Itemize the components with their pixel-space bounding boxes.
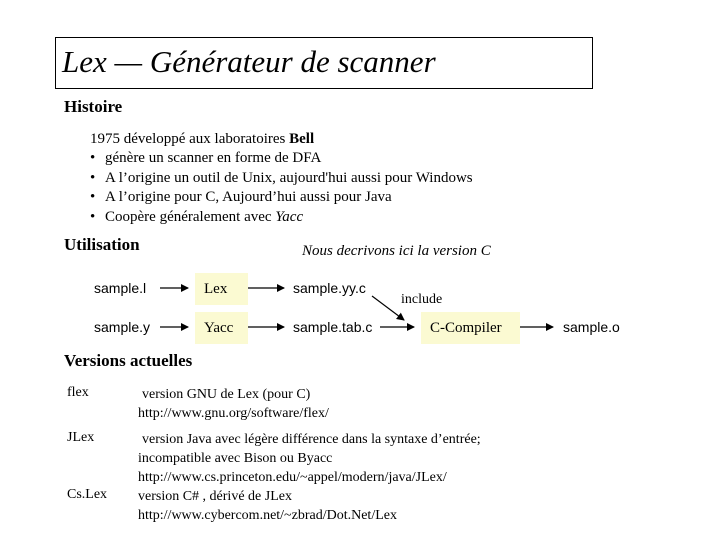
list-item: • génère un scanner en forme de DFA [90,149,473,169]
list-item: • A l’origine un outil de Unix, aujourd'hui aussi pour Windows [90,169,473,189]
arrow-include [372,296,404,320]
version-desc-flex: version GNU de Lex (pour C) http://www.gnu.org/software/flex/ [138,387,329,421]
sample-o-label: sample.o [563,319,620,335]
versions-heading: Versions actuelles [64,351,193,370]
sample-tab-c-label: sample.tab.c [293,319,373,335]
yacc-box: Yacc [195,312,248,344]
version-name-cslex: Cs.Lex [67,487,108,502]
bullet-icon: • [90,189,96,205]
version-desc-cslex: version C# , dérivé de JLex http://www.cybercom.net/~zbrad/Dot.Net/Lex [138,489,397,523]
histoire-intro-bold: Bell [289,131,315,147]
bullet-icon: • [90,208,96,225]
histoire-heading: Histoire [64,97,123,116]
bullet-icon: • [90,150,96,166]
list-item: • Coopère généralement avec Yacc [90,208,473,228]
include-label: include [401,292,443,307]
lex-box: Lex [195,273,248,305]
version-desc-jlex: version Java avec légère différence dans la syntaxe d’entrée; incompatible avec Bison ou Byacc http://www.cs.princeton.edu/~appel/modern/java/JLex/ [138,432,481,485]
utilisation-heading: Utilisation [64,235,140,254]
utilisation-note: Nous decrivons ici la version C [302,243,491,259]
sample-yy-c-label: sample.yy.c [293,280,366,296]
c-compiler-box: C-Compiler [421,312,520,344]
list-item: • A l’origine pour C, Aujourd’hui aussi pour Java [90,188,473,208]
sample-y-label: sample.y [94,319,151,335]
version-name-jlex: JLex [67,430,95,445]
sample-l-label: sample.l [94,280,147,296]
page-title: Lex — Générateur de scanner [62,44,436,79]
histoire-intro-prefix: 1975 développé aux laboratoires [90,131,290,147]
bullet-icon: • [90,169,96,186]
version-name-flex: flex [67,385,89,400]
